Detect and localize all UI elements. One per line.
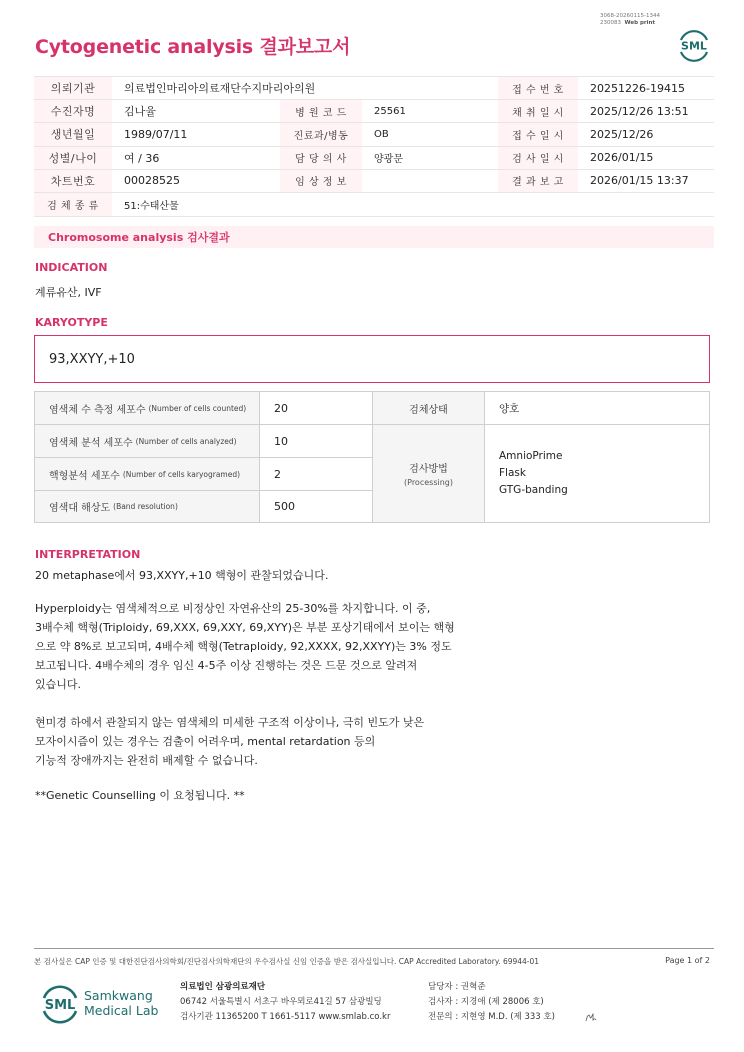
tested-value: 2026/01/15 xyxy=(590,151,654,165)
cells-analyzed-label-en: (Number of cells analyzed) xyxy=(135,436,237,446)
interpretation-p3-line: 기능적 장애까지는 완전히 배제할 수 없습니다. xyxy=(35,754,258,767)
web-print-label: Web print xyxy=(624,20,656,26)
band-resolution-label-en: (Band resolution) xyxy=(113,502,178,511)
cells-counted-label-ko: 염색체 수 측정 세포수 xyxy=(49,404,146,416)
sex-age-value: 여 / 36 xyxy=(124,151,160,165)
clinical-label: 임 상 정 보 xyxy=(280,170,362,192)
doctor-label: 담 당 의 사 xyxy=(280,147,362,169)
brand-name xyxy=(84,988,158,1018)
interpretation-p2 xyxy=(35,599,455,694)
receipt-no-label: 접 수 번 호 xyxy=(498,77,578,99)
karyotype-heading: KARYOTYPE xyxy=(35,316,108,329)
clinical-value xyxy=(362,170,498,192)
specimen-label: 검 체 종 류 xyxy=(34,193,112,216)
brand-line-1: Samkwang xyxy=(84,988,153,1003)
cells-karyogramed-label-en: (Number of cells karyogramed) xyxy=(122,469,241,479)
specimen-state-value: 양호 xyxy=(485,392,709,425)
info-row xyxy=(34,170,714,193)
dept-label: 진료과/병동 xyxy=(280,123,362,145)
specimen-state-label xyxy=(373,392,485,425)
cells-karyogramed-label-ko: 핵형분석 세포수 xyxy=(49,470,120,482)
birth-label: 생년월일 xyxy=(34,123,112,145)
footer-divider xyxy=(34,948,714,949)
signature-icon xyxy=(584,1011,598,1023)
org-name: 의료법인 삼광의료재단 xyxy=(180,982,266,992)
indication-text: 계류유산, IVF xyxy=(35,286,102,299)
sml-logo-text: SML xyxy=(681,39,707,53)
cells-karyogramed-value: 2 xyxy=(260,458,373,491)
method-values xyxy=(485,425,709,522)
sml-footer-logo-icon xyxy=(38,982,82,1026)
reported-value: 2026/01/15 13:37 xyxy=(590,174,689,188)
specimen-state-label-text: 검체상태 xyxy=(409,404,448,416)
collected-label: 채 취 일 시 xyxy=(498,100,578,122)
cell-count-table xyxy=(34,391,710,523)
staff-info xyxy=(428,980,555,1025)
indication-heading: INDICATION xyxy=(35,261,108,274)
sml-logo-icon xyxy=(676,27,712,63)
cells-analyzed-label-ko: 염색체 분석 세포수 xyxy=(49,437,133,449)
interpretation-p2-line: Hyperploidy는 염색체적으로 비정상인 자연유산의 25-30%를 차지합니다. 이 중, xyxy=(35,602,431,615)
hospital-code-label: 병 원 코 드 xyxy=(280,100,362,122)
staff-in-charge: 담당자 : 권혁준 xyxy=(428,982,486,992)
section-title: Chromosome analysis 검사결과 xyxy=(34,226,714,248)
interpretation-p1: 20 metaphase에서 93,XXYY,+10 핵형이 관찰되었습니다. xyxy=(35,569,329,582)
sex-age-label: 성별/나이 xyxy=(34,147,112,169)
dept-value: OB xyxy=(374,128,389,140)
cells-analyzed-label xyxy=(35,425,260,458)
cells-counted-label xyxy=(35,392,260,425)
patient-info-table xyxy=(34,76,714,217)
band-resolution-label xyxy=(35,491,260,522)
specimen-value: 51:수태산물 xyxy=(124,200,179,212)
birth-value: 1989/07/11 xyxy=(124,127,188,141)
info-row xyxy=(34,123,714,146)
info-row xyxy=(34,100,714,123)
institution-label: 의뢰기관 xyxy=(34,77,112,99)
document-code-line2: 230083 xyxy=(600,20,622,26)
staff-specialist: 전문의 : 지현영 M.D. (제 333 호) xyxy=(428,1012,555,1022)
staff-tester: 검사자 : 지경애 (제 28006 호) xyxy=(428,997,544,1007)
interpretation-p4: **Genetic Counselling 이 요청됩니다. ** xyxy=(35,789,245,802)
interpretation-p3-line: 모자이시즘이 있는 경우는 검출이 어려우며, mental retardation 등의 xyxy=(35,735,376,748)
chart-label: 차트번호 xyxy=(34,170,112,192)
method-label-ko: 검사방법 xyxy=(409,464,448,475)
interpretation-p3 xyxy=(35,713,424,770)
chart-value: 00028525 xyxy=(124,174,180,188)
band-resolution-label-ko: 염색대 해상도 xyxy=(49,503,111,514)
patient-name-value: 김나율 xyxy=(124,105,156,119)
institution-value: 의료법인마리아의료재단수지마리아의원 xyxy=(124,82,316,96)
organization-info xyxy=(180,980,390,1025)
interpretation-p2-line: 보고됩니다. 4배수체의 경우 임신 4-5주 이상 진행하는 것은 드문 것으로 알려져 xyxy=(35,659,418,672)
tested-label: 검 사 일 시 xyxy=(498,147,578,169)
method-value-2: Flask xyxy=(499,467,526,479)
interpretation-p2-line: 으로 약 8%로 보고되며, 4배수체 핵형(Tetraploidy, 92,XXXX, 92,XXYY)는 3% 정도 xyxy=(35,640,452,653)
cells-counted-value: 20 xyxy=(260,392,373,425)
info-row xyxy=(34,77,714,100)
karyotype-value: 93,XXYY,+10 xyxy=(34,335,710,383)
info-row xyxy=(34,193,714,217)
method-value-3: GTG-banding xyxy=(499,484,568,496)
hospital-code-value: 25561 xyxy=(374,105,406,117)
interpretation-p2-line: 3배수체 핵형(Triploidy, 69,XXX, 69,XXY, 69,XYY)은 부분 포상기태에서 보이는 핵형 xyxy=(35,621,455,634)
method-label xyxy=(373,425,485,522)
received-value: 2025/12/26 xyxy=(590,127,654,141)
collected-value: 2025/12/26 13:51 xyxy=(590,104,689,118)
document-code-line1: 3068-20260115-1344 xyxy=(600,13,660,19)
page-number: Page 1 of 2 xyxy=(665,956,710,965)
info-row xyxy=(34,147,714,170)
org-address: 06742 서울특별시 서초구 바우뫼로41길 57 삼광빌딩 xyxy=(180,997,382,1007)
method-value-1: AmnioPrime xyxy=(499,450,563,462)
footer-note: 본 검사실은 CAP 인증 및 대한진단검사의학회/진단검사의학재단의 우수검사실 신임 인증을 받은 검사실입니다. CAP Accredited Laboratory. 69944-01 xyxy=(34,957,540,966)
sml-footer-logo-text: SML xyxy=(44,998,76,1013)
org-contact: 검사기관 11365200 T 1661-5117 www.smlab.co.kr xyxy=(180,1012,391,1022)
report-title: Cytogenetic analysis 결과보고서 xyxy=(35,36,351,58)
reported-label: 결 과 보 고 xyxy=(498,170,578,192)
cells-counted-label-en: (Number of cells counted) xyxy=(148,403,247,413)
brand-line-2: Medical Lab xyxy=(84,1003,159,1018)
receipt-no-value: 20251226-19415 xyxy=(590,81,685,95)
interpretation-heading: INTERPRETATION xyxy=(35,548,141,561)
interpretation-p3-line: 현미경 하에서 관찰되지 않는 염색체의 미세한 구조적 이상이나, 극히 빈도가 낮은 xyxy=(35,716,425,729)
doctor-value: 양광문 xyxy=(374,154,403,166)
patient-name-label: 수진자명 xyxy=(34,100,112,122)
cells-analyzed-value: 10 xyxy=(260,425,373,458)
method-label-en: (Processing) xyxy=(404,478,453,487)
cells-karyogramed-label xyxy=(35,458,260,491)
interpretation-p2-line: 있습니다. xyxy=(35,678,82,691)
received-label: 접 수 일 시 xyxy=(498,123,578,145)
band-resolution-value: 500 xyxy=(260,491,373,522)
document-code xyxy=(600,13,660,27)
